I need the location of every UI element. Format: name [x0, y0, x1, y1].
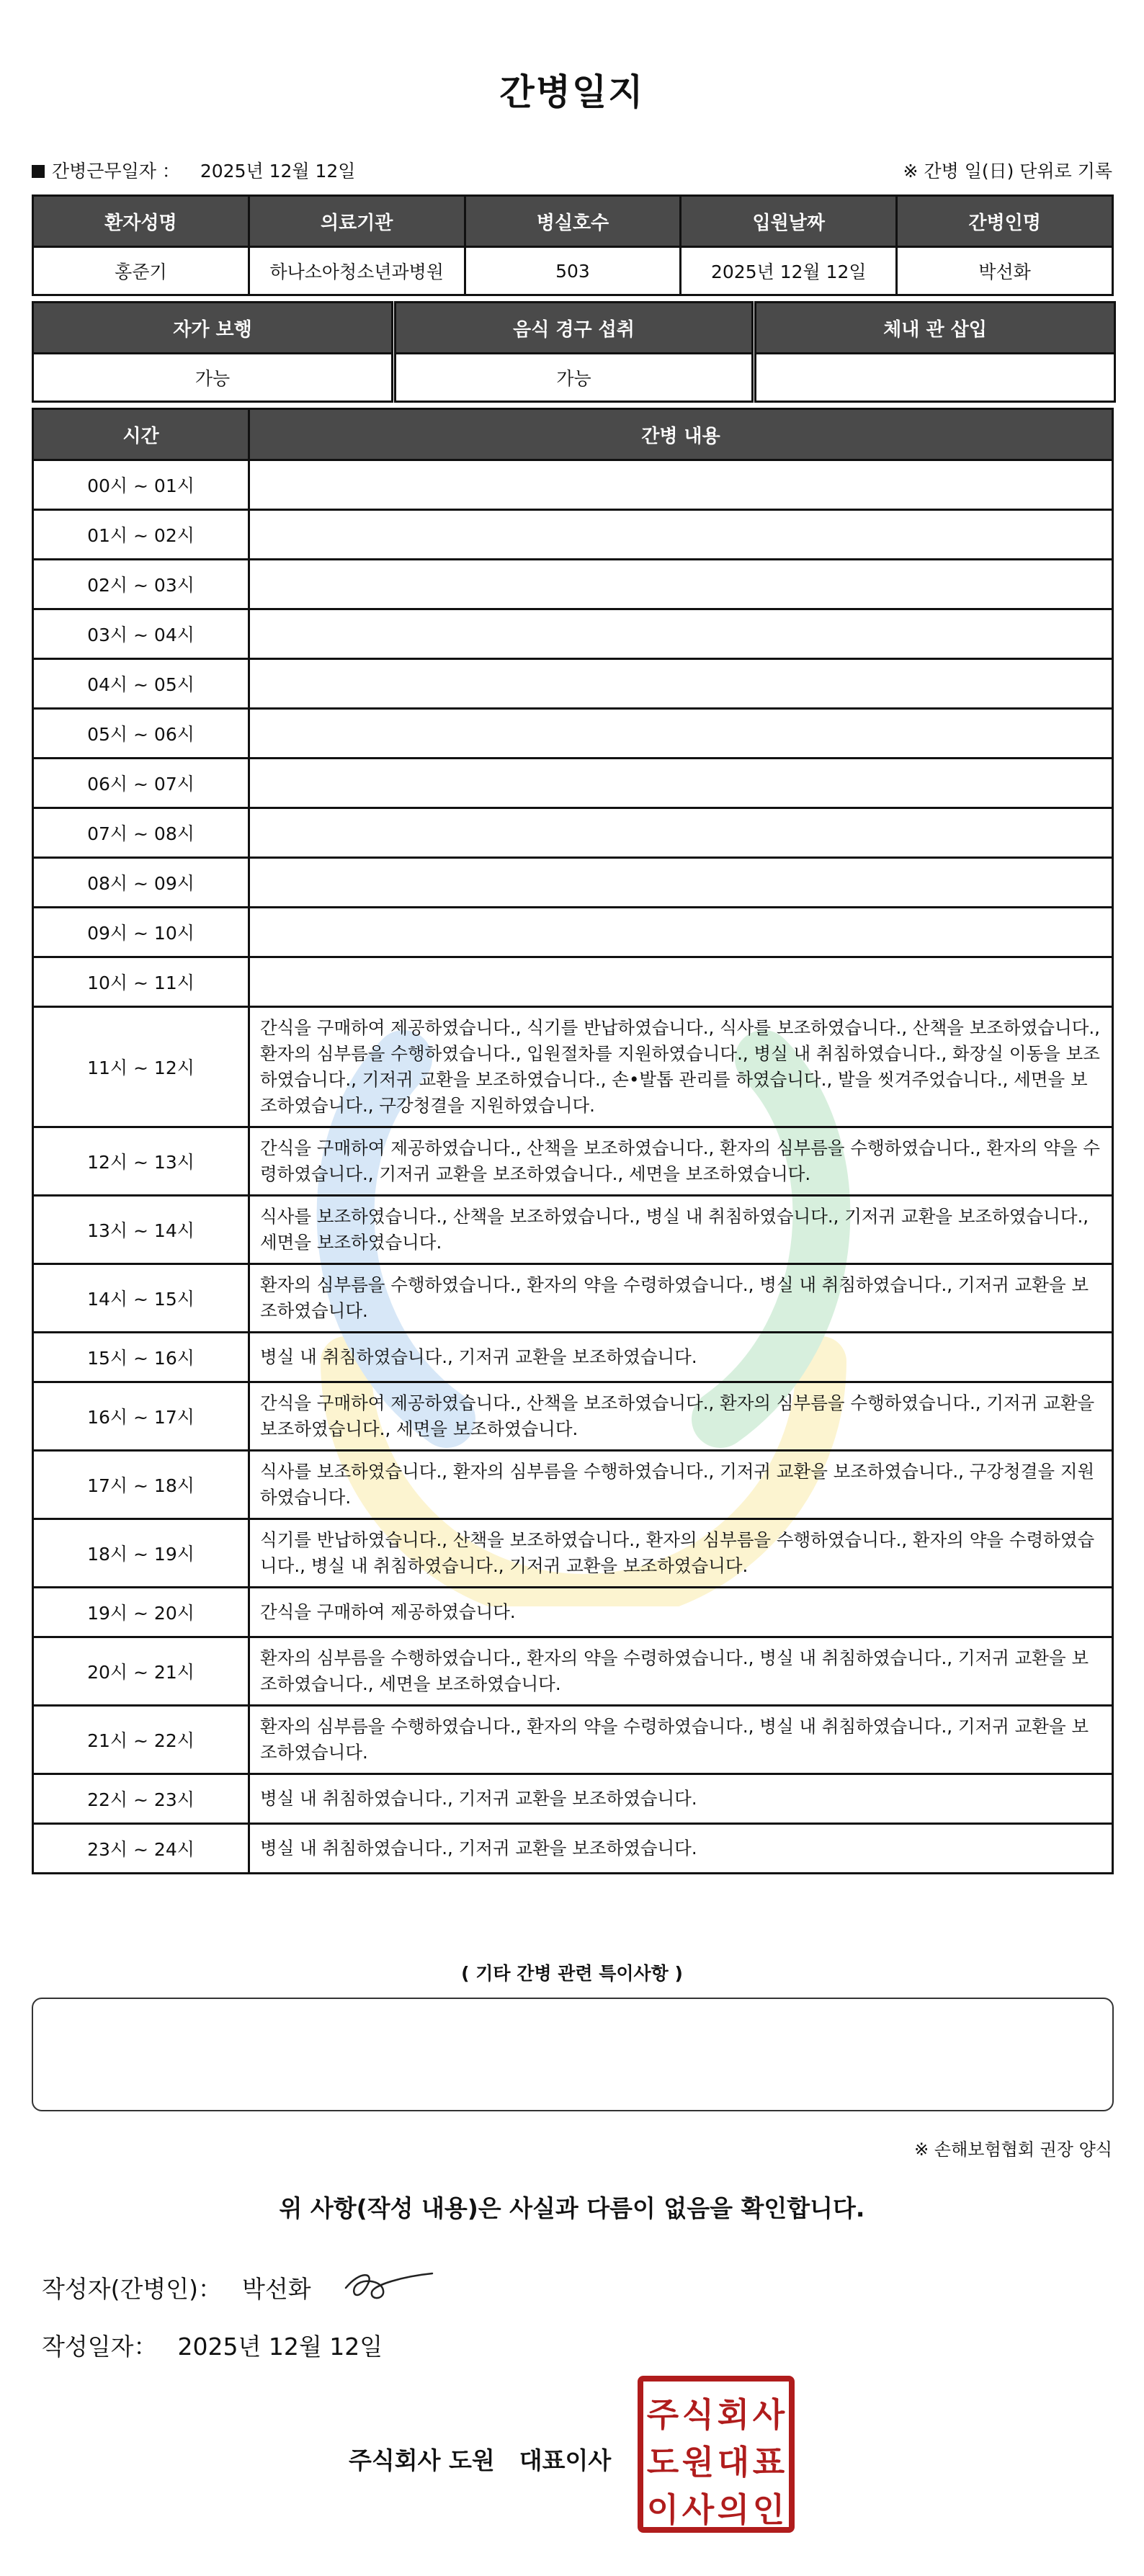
- log-time-cell: 04시 ~ 05시: [33, 659, 249, 709]
- room-number: 503: [465, 247, 681, 295]
- patient-info-table: [32, 194, 1114, 296]
- condition-header-row: [33, 303, 1115, 354]
- log-content-cell: [249, 908, 1113, 957]
- header-patient-name: 환자성명: [33, 196, 249, 247]
- patient-name: 홍준기: [33, 247, 249, 295]
- log-content-cell: 간식을 구매하여 제공하였습니다.: [249, 1588, 1113, 1637]
- care-log-row: [33, 659, 1113, 709]
- log-time-cell: 05시 ~ 06시: [33, 709, 249, 759]
- patient-condition-table: [32, 301, 1116, 403]
- log-content-cell: [249, 957, 1113, 1007]
- log-content-cell: 식사를 보조하였습니다., 산책을 보조하였습니다., 병실 내 취침하였습니다., 기저귀 교환을 보조하였습니다., 세면을 보조하였습니다.: [249, 1196, 1113, 1264]
- care-log-row: [33, 957, 1113, 1007]
- seal-character: 식: [682, 2395, 715, 2434]
- seal-character: 도: [646, 2443, 679, 2482]
- log-time-cell: 07시 ~ 08시: [33, 808, 249, 858]
- log-time-cell: 22시 ~ 23시: [33, 1774, 249, 1824]
- log-time-cell: 12시 ~ 13시: [33, 1127, 249, 1196]
- seal-character: 회: [717, 2395, 750, 2434]
- self-walking-value: 가능: [33, 354, 393, 402]
- writer-line: [42, 2271, 311, 2304]
- header-oral-intake: 음식 경구 섭취: [396, 303, 753, 354]
- care-log-header-row: [33, 409, 1113, 460]
- care-log-row: [33, 1382, 1113, 1451]
- log-content-cell: 병실 내 취침하였습니다., 기저귀 교환을 보조하였습니다.: [249, 1824, 1113, 1874]
- seal-character: 의: [717, 2490, 750, 2529]
- header-time: 시간: [33, 409, 249, 460]
- seal-character: 이: [646, 2490, 679, 2529]
- signature-image: [339, 2263, 439, 2307]
- writer-name: 박선화: [242, 2275, 311, 2303]
- care-log-table: [32, 408, 1114, 1874]
- log-content-cell: 환자의 심부름을 수행하였습니다., 환자의 약을 수령하였습니다., 병실 내 취침하였습니다., 기저귀 교환을 보조하였습니다.: [249, 1264, 1113, 1333]
- writer-label: 작성자(간병인)：: [42, 2275, 223, 2303]
- write-date-label: 작성일자：: [42, 2333, 158, 2361]
- care-log-row: [33, 1333, 1113, 1382]
- care-log-row: [33, 1706, 1113, 1774]
- seal-character: 사: [752, 2395, 785, 2434]
- care-log-row: [33, 1519, 1113, 1588]
- header-admission-date: 입원날짜: [681, 196, 897, 247]
- confirmation-statement: 위 사항(작성 내용)은 사실과 다름이 없음을 확인합니다.: [279, 2194, 865, 2222]
- company-seal-stamp: [636, 2374, 796, 2534]
- log-time-cell: 01시 ~ 02시: [33, 510, 249, 560]
- log-time-cell: 08시 ~ 09시: [33, 858, 249, 908]
- header-self-walking: 자가 보행: [33, 303, 393, 354]
- work-date-value: 2025년 12월 12일: [200, 161, 356, 182]
- unit-note: ※ 간병 일(日) 단위로 기록: [903, 161, 1112, 182]
- company-name: 주식회사 도원: [349, 2446, 495, 2474]
- seal-character: 인: [752, 2490, 785, 2529]
- log-time-cell: 16시 ~ 17시: [33, 1382, 249, 1451]
- care-log-row: [33, 709, 1113, 759]
- oral-intake-value: 가능: [396, 354, 753, 402]
- log-time-cell: 09시 ~ 10시: [33, 908, 249, 957]
- log-time-cell: 19시 ~ 20시: [33, 1588, 249, 1637]
- header-room-number: 병실호수: [465, 196, 681, 247]
- condition-value-row: [33, 354, 1115, 402]
- log-content-cell: 간식을 구매하여 제공하였습니다., 산책을 보조하였습니다., 환자의 심부름을 수행하였습니다., 환자의 약을 수령하였습니다., 기저귀 교환을 보조하였습니다., 세면을 보조하였습니다.: [249, 1127, 1113, 1196]
- header-hospital: 의료기관: [249, 196, 465, 247]
- log-time-cell: 02시 ~ 03시: [33, 560, 249, 609]
- care-log-row: [33, 1824, 1113, 1874]
- header-tube-insertion: 체내 관 삽입: [756, 303, 1115, 354]
- log-content-cell: 식사를 보조하였습니다., 환자의 심부름을 수행하였습니다., 기저귀 교환을 보조하였습니다., 구강청결을 지원하였습니다.: [249, 1451, 1113, 1519]
- seal-character: 대: [717, 2443, 750, 2482]
- patient-info-value-row: [33, 247, 1113, 295]
- care-log-row: [33, 1774, 1113, 1824]
- log-content-cell: 간식을 구매하여 제공하였습니다., 산책을 보조하였습니다., 환자의 심부름을 수행하였습니다., 기저귀 교환을 보조하였습니다., 세면을 보조하였습니다.: [249, 1382, 1113, 1451]
- work-date-label: 간병근무일자 ：: [52, 161, 180, 182]
- care-log-row: [33, 1451, 1113, 1519]
- care-log-row: [33, 1196, 1113, 1264]
- care-log-row: [33, 1637, 1113, 1706]
- care-log-row: [33, 759, 1113, 808]
- care-log-row: [33, 460, 1113, 510]
- square-bullet-icon: [32, 165, 45, 178]
- log-content-cell: 간식을 구매하여 제공하였습니다., 식기를 반납하였습니다., 식사를 보조하였습니다., 산책을 보조하였습니다., 환자의 심부름을 수행하였습니다., 입원절차를 지원하였습니다., 병실 내 취침하였습니다., 화장실 이동을 보조하였습니다., 기저귀 교환을 보조하였습니다., 손•발톱 관리를 하였습니다., 발을 씻겨주었습니다., 세면을 보조하였습니다., 구강청결을 지원하였습니다.: [249, 1007, 1113, 1127]
- company-rep-title: 대표이사: [519, 2446, 612, 2474]
- care-log-row: [33, 1588, 1113, 1637]
- log-content-cell: [249, 759, 1113, 808]
- write-date-line: [42, 2328, 383, 2362]
- patient-info-header-row: [33, 196, 1113, 247]
- log-time-cell: 18시 ~ 19시: [33, 1519, 249, 1588]
- log-content-cell: [249, 460, 1113, 510]
- log-content-cell: [249, 609, 1113, 659]
- log-time-cell: 03시 ~ 04시: [33, 609, 249, 659]
- admission-date: 2025년 12월 12일: [681, 247, 897, 295]
- care-log-row: [33, 1007, 1113, 1127]
- log-time-cell: 23시 ~ 24시: [33, 1824, 249, 1874]
- log-time-cell: 17시 ~ 18시: [33, 1451, 249, 1519]
- log-content-cell: 환자의 심부름을 수행하였습니다., 환자의 약을 수령하였습니다., 병실 내 취침하였습니다., 기저귀 교환을 보조하였습니다.: [249, 1706, 1113, 1774]
- log-content-cell: [249, 858, 1113, 908]
- log-content-cell: 병실 내 취침하였습니다., 기저귀 교환을 보조하였습니다.: [249, 1333, 1113, 1382]
- care-log-row: [33, 609, 1113, 659]
- log-time-cell: 10시 ~ 11시: [33, 957, 249, 1007]
- document-title: 간병일지: [499, 71, 645, 113]
- care-log-row: [33, 560, 1113, 609]
- log-content-cell: [249, 510, 1113, 560]
- hospital-name: 하나소아청소년과병원: [249, 247, 465, 295]
- special-notes-box: [32, 1998, 1114, 2111]
- care-log-row: [33, 1264, 1113, 1333]
- tube-insertion-value: [756, 354, 1115, 402]
- care-log-row: [33, 510, 1113, 560]
- log-time-cell: 00시 ~ 01시: [33, 460, 249, 510]
- log-content-cell: [249, 709, 1113, 759]
- log-content-cell: [249, 808, 1113, 858]
- seal-character: 사: [682, 2490, 715, 2529]
- header-caregiver-name: 간병인명: [897, 196, 1113, 247]
- care-log-row: [33, 858, 1113, 908]
- notes-title: ( 기타 간병 관련 특이사항 ): [461, 1963, 683, 1984]
- log-content-cell: 환자의 심부름을 수행하였습니다., 환자의 약을 수령하였습니다., 병실 내 취침하였습니다., 기저귀 교환을 보조하였습니다., 세면을 보조하였습니다.: [249, 1637, 1113, 1706]
- company-line: [349, 2442, 611, 2476]
- log-content-cell: [249, 659, 1113, 709]
- header-care-content: 간병 내용: [249, 409, 1113, 460]
- log-time-cell: 06시 ~ 07시: [33, 759, 249, 808]
- log-time-cell: 21시 ~ 22시: [33, 1706, 249, 1774]
- recommend-note: ※ 손해보험협회 권장 양식: [914, 2139, 1112, 2160]
- work-date-line: [32, 157, 355, 183]
- log-time-cell: 13시 ~ 14시: [33, 1196, 249, 1264]
- log-time-cell: 15시 ~ 16시: [33, 1333, 249, 1382]
- care-log-row: [33, 808, 1113, 858]
- caregiver-name: 박선화: [897, 247, 1113, 295]
- write-date-value: 2025년 12월 12일: [177, 2333, 383, 2361]
- care-log-row: [33, 1127, 1113, 1196]
- log-content-cell: [249, 560, 1113, 609]
- care-log-body: [33, 460, 1113, 1874]
- seal-character: 표: [752, 2443, 785, 2482]
- log-time-cell: 11시 ~ 12시: [33, 1007, 249, 1127]
- seal-character: 주: [646, 2395, 679, 2434]
- log-time-cell: 14시 ~ 15시: [33, 1264, 249, 1333]
- log-time-cell: 20시 ~ 21시: [33, 1637, 249, 1706]
- seal-character: 원: [682, 2443, 715, 2482]
- log-content-cell: 식기를 반납하였습니다., 산책을 보조하였습니다., 환자의 심부름을 수행하였습니다., 환자의 약을 수령하였습니다., 병실 내 취침하였습니다., 기저귀 교환을 보조하였습니다.: [249, 1519, 1113, 1588]
- care-log-row: [33, 908, 1113, 957]
- log-content-cell: 병실 내 취침하였습니다., 기저귀 교환을 보조하였습니다.: [249, 1774, 1113, 1824]
